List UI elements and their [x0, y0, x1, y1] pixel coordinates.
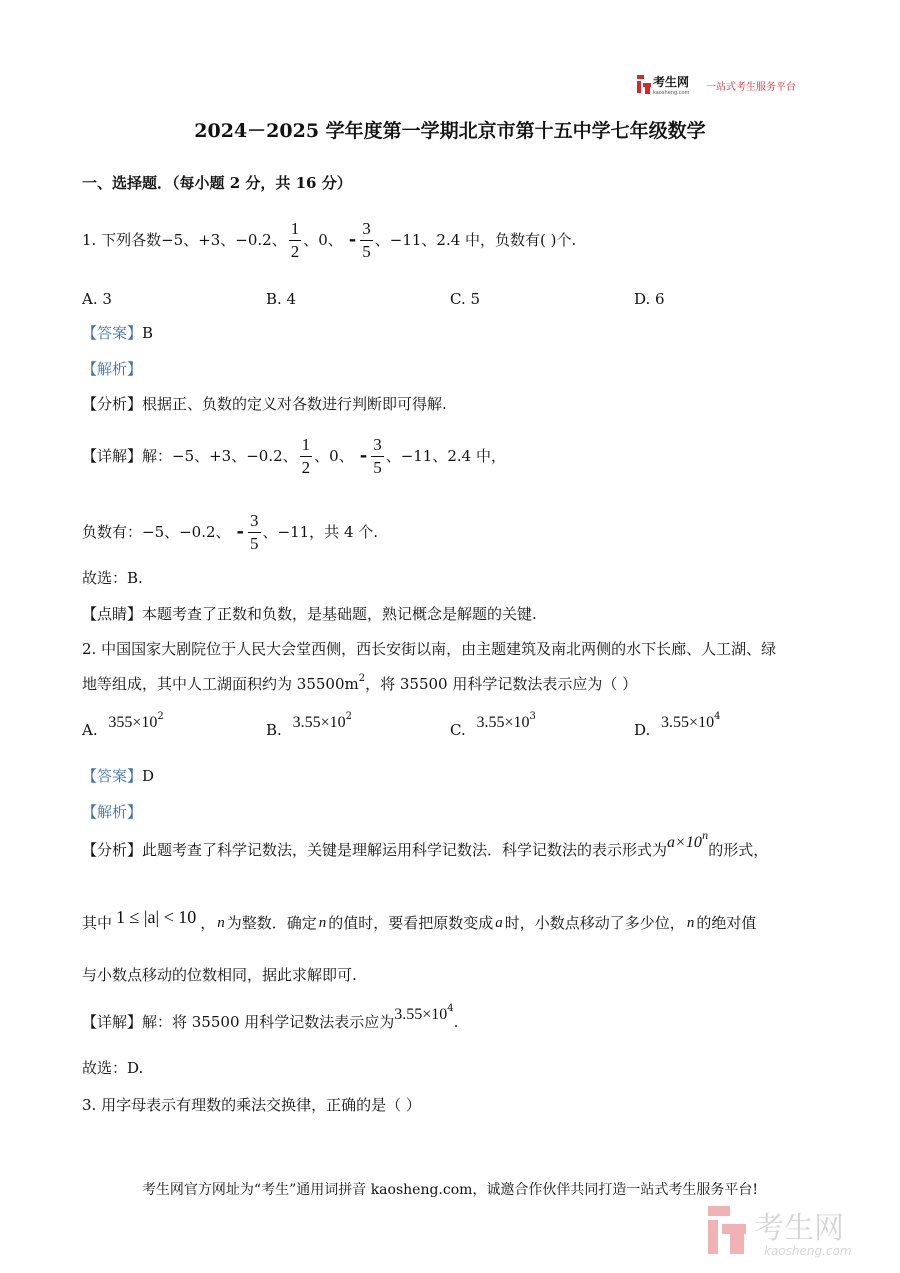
q2-text: 的绝对值	[696, 914, 757, 932]
frac-num: 3	[250, 510, 259, 530]
option-label: D.	[634, 721, 651, 739]
inequality: 1 ≤ |a| < 10	[116, 907, 197, 927]
answer-value: D	[142, 767, 155, 785]
q2-line2a: 地等组成，其中人工湖面积约为 35500m	[82, 675, 359, 693]
answer-tag: 【答案】	[82, 324, 143, 342]
section-heading: 一、选择题．（每小题 2 分，共 16 分）	[82, 174, 352, 192]
q1-detail-suffix: 、−11、2.4 中，	[385, 447, 506, 465]
q2-line1: 2. 中国国家大剧院位于人民大会堂西侧，西长安街以南，由主题建筑及南北两侧的水下长廊、人工湖、绿	[82, 640, 777, 658]
q2-analysis-tag: 【解析】	[82, 803, 143, 821]
question-1	[82, 212, 576, 268]
q3-line1: 3. 用字母表示有理数的乘法交换律，正确的是（ ）	[82, 1096, 421, 1114]
period: .	[453, 1013, 459, 1031]
q1-analysis-tag: 【解析】	[82, 360, 143, 378]
svg-text:考生网: 考生网	[653, 75, 690, 89]
option-label: C.	[450, 721, 466, 739]
frac-den: 5	[362, 241, 371, 261]
q1-option-c: C. 5	[450, 290, 481, 308]
q1-option-b: B. 4	[266, 290, 297, 308]
fraction-half	[300, 435, 313, 478]
q1-neg-prefix: 负数有：−5、−0.2、	[82, 523, 231, 541]
option-base: 3.55×10	[661, 714, 715, 731]
frac-num: 3	[373, 434, 382, 454]
option-exp: 4	[714, 711, 721, 722]
page-footer: 考生网官方网址为“考生”通用词拼音 kaosheng.com，诚邀合作伙伴共同打造一站式考生服务平台!	[141, 1182, 759, 1198]
q2-detail	[82, 1003, 459, 1033]
q1-fenxi: 【分析】根据正、负数的定义对各数进行判断即可得解.	[82, 395, 447, 413]
fraction-half	[289, 219, 302, 262]
var-n: n	[318, 915, 327, 931]
q1-detail-prefix: 【详解】解：−5、+3、−0.2、	[82, 447, 298, 465]
frac-bar	[360, 240, 373, 241]
frac-bar	[289, 240, 302, 241]
q2-option-c	[450, 711, 536, 739]
q2-option-b	[266, 711, 352, 739]
q1-option-a: A. 3	[82, 290, 112, 308]
minus-sign: -	[348, 229, 357, 250]
q2-line2b: ，将 35500 用科学记数法表示应为（ ）	[365, 675, 638, 693]
q1-dianjing: 【点睛】本题考查了正数和负数，是基础题，熟记概念是解题的关键.	[82, 605, 537, 623]
option-exp: 3	[529, 711, 536, 722]
q1-option-d: D. 6	[634, 290, 665, 308]
q2-text: 时，小数点移动了多少位，	[504, 914, 685, 932]
q2-line2	[82, 674, 637, 694]
q2-sup: 2	[358, 673, 366, 684]
var-n: n	[217, 915, 225, 931]
option-base: 3.55×10	[476, 714, 530, 731]
q2-answer	[82, 766, 154, 786]
q1-neg-suffix: 、−11，共 4 个.	[262, 523, 379, 541]
q2-choose: 故选：D.	[82, 1059, 144, 1077]
q1-choose: 故选：B.	[82, 569, 143, 587]
q2-text: 的值时，要看把原数变成	[328, 914, 494, 932]
q2-detail-text: 【详解】解：将 35500 用科学记数法表示应为	[82, 1013, 395, 1031]
q2-qizhong	[82, 905, 756, 941]
answer-tag: 【答案】	[82, 767, 143, 785]
fraction-three-fifths	[360, 219, 373, 262]
watermark-logo-icon	[704, 1200, 874, 1260]
fraction-three-fifths	[248, 511, 261, 554]
minus-sign: -	[359, 445, 368, 466]
q1-detail-mid: 、0、	[314, 447, 354, 465]
detail-exp: 4	[447, 1003, 454, 1014]
kaosheng-logo-icon	[636, 72, 702, 98]
q2-fenxi	[82, 831, 769, 861]
option-exp: 2	[345, 711, 352, 722]
frac-num: 3	[362, 218, 371, 238]
header-slogan: 一站式考生服务平台	[706, 82, 796, 93]
var-n: n	[686, 915, 695, 931]
frac-den: 2	[301, 457, 311, 477]
frac-bar	[248, 532, 261, 533]
q1-answer	[82, 323, 153, 343]
frac-den: 5	[373, 457, 382, 477]
q1-negatives	[82, 504, 378, 560]
option-label: B.	[266, 721, 282, 739]
q1-detail	[82, 428, 506, 484]
fraction-three-fifths	[371, 435, 384, 478]
q1-suffix: 、−11、2.4 中，负数有( )个.	[374, 231, 577, 249]
frac-num: 1	[290, 218, 300, 238]
svg-text:kaosheng.com: kaosheng.com	[653, 90, 690, 96]
q2-fenxi-text: 【分析】此题考查了科学记数法，关键是理解运用科学记数法．科学记数法的表示形式为	[82, 841, 668, 859]
kaosheng-logo	[636, 72, 702, 98]
minus-sign: -	[236, 521, 245, 542]
frac-den: 5	[250, 533, 259, 553]
q2-text: 为整数．确定	[226, 914, 317, 932]
q2-option-d	[634, 711, 721, 739]
frac-bar	[300, 456, 313, 457]
option-base: 355×10	[108, 714, 158, 731]
option-label: A.	[82, 721, 98, 739]
var-a: a	[495, 915, 503, 931]
frac-den: 2	[290, 241, 300, 261]
q1-mid: 、0、	[303, 231, 343, 249]
frac-num: 1	[301, 434, 311, 454]
frac-bar	[371, 456, 384, 457]
q2-line-last: 与小数点移动的位数相同，据此求解即可.	[82, 966, 357, 984]
formula-exp-n: n	[701, 831, 709, 842]
option-exp: 2	[157, 711, 164, 722]
answer-value: B	[142, 324, 154, 342]
option-base: 3.55×10	[292, 714, 346, 731]
watermark-logo	[704, 1200, 874, 1260]
q2-option-a	[82, 711, 164, 739]
page-title: 2024－2025 学年度第一学期北京市第十五中学七年级数学	[194, 120, 706, 142]
detail-base: 3.55×10	[394, 1006, 448, 1023]
formula-a-times-10: a×10	[667, 834, 702, 851]
q2-fenxi-end: 的形式，	[708, 841, 769, 859]
q1-prefix: 1. 下列各数−5、+3、−0.2、	[82, 231, 287, 249]
svg-text:考生网: 考生网	[754, 1211, 844, 1246]
comma: ，	[200, 914, 216, 932]
svg-text:kaosheng.com: kaosheng.com	[764, 1244, 852, 1258]
q2-qizhong-text: 其中	[82, 914, 113, 932]
